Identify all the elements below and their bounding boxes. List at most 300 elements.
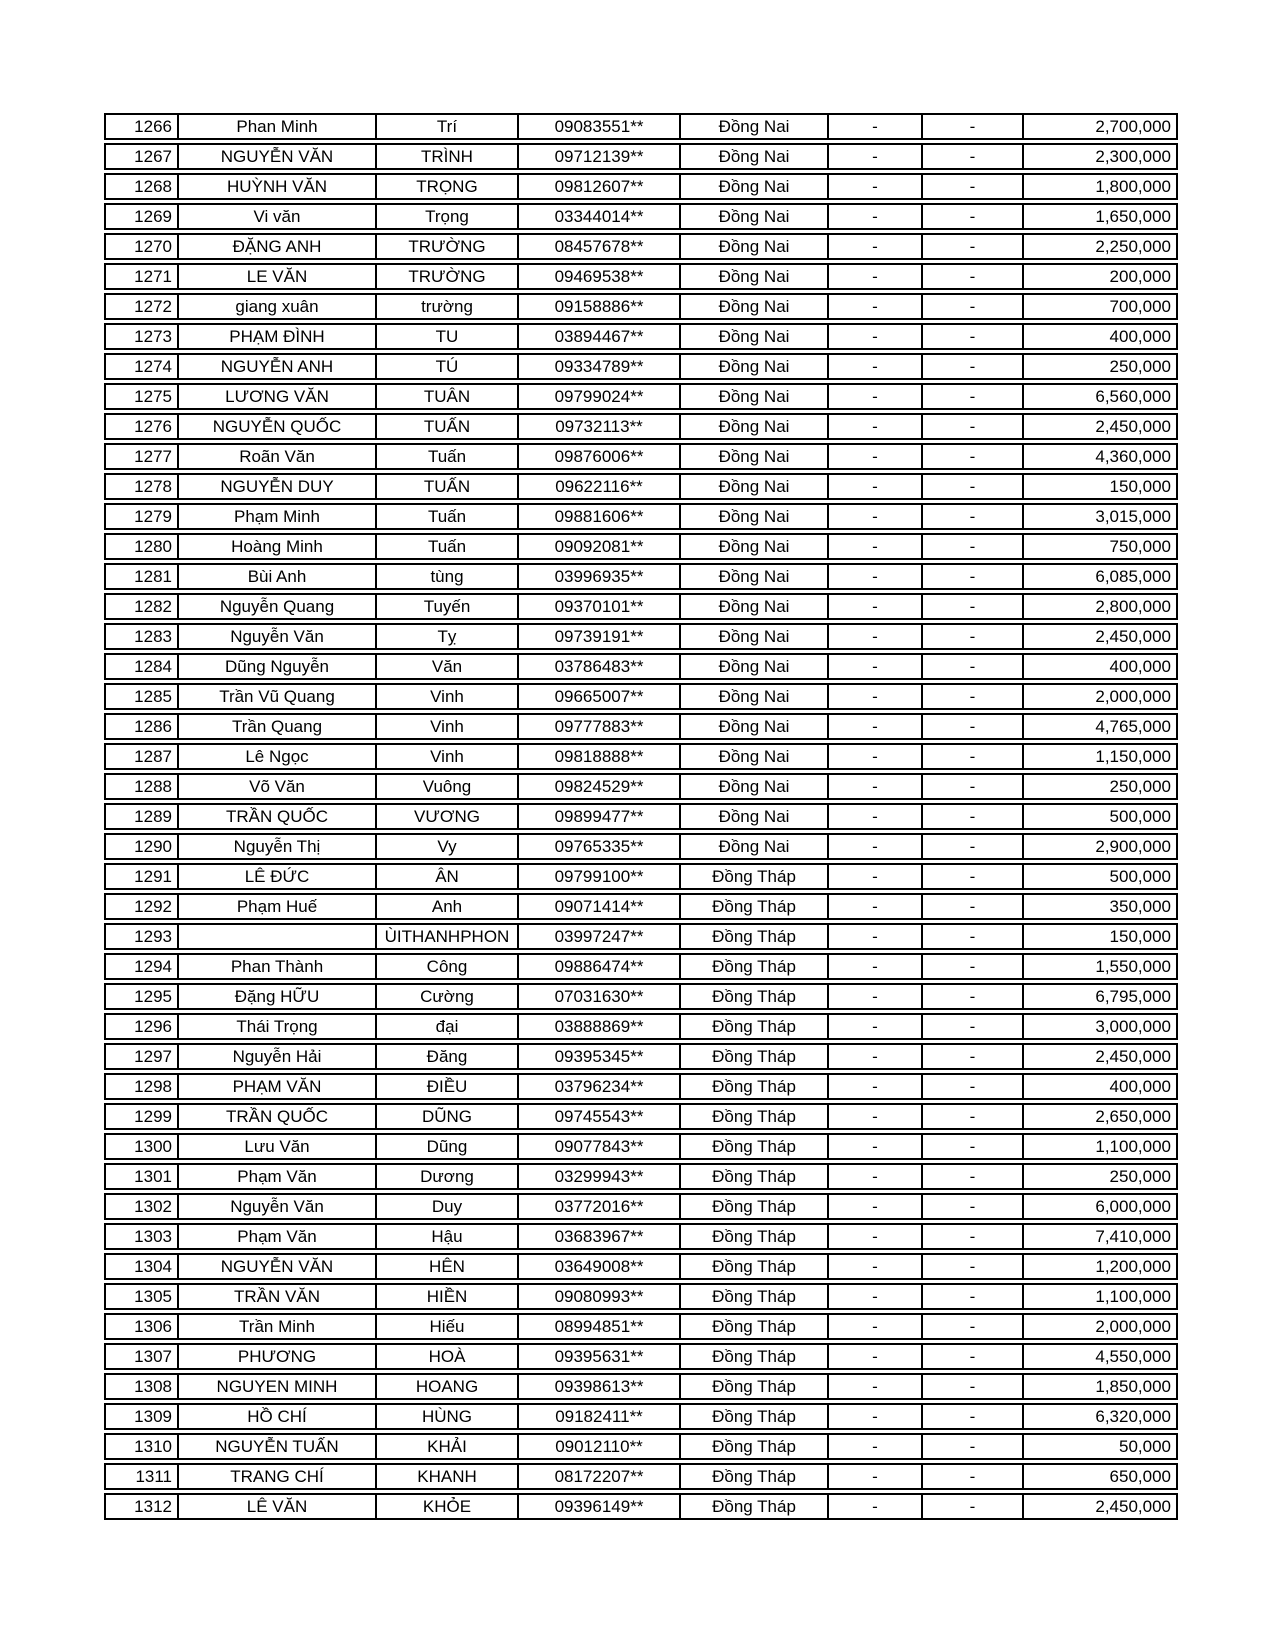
cell-last-name: TRỌNG	[377, 173, 519, 200]
table-row	[104, 533, 1178, 560]
cell-blank-1: -	[829, 1283, 923, 1310]
cell-blank-2: -	[923, 863, 1024, 890]
cell-province: Đồng Tháp	[681, 1493, 829, 1520]
cell-row-number: 1281	[104, 563, 179, 590]
cell-row-number: 1300	[104, 1133, 179, 1160]
cell-amount: 1,200,000	[1024, 1253, 1178, 1280]
cell-row-number: 1283	[104, 623, 179, 650]
cell-phone: 03649008**	[519, 1253, 681, 1280]
table-row	[104, 893, 1178, 920]
cell-row-number: 1292	[104, 893, 179, 920]
cell-province: Đồng Tháp	[681, 1373, 829, 1400]
cell-first-name: Hoàng Minh	[179, 533, 377, 560]
table-row	[104, 383, 1178, 410]
cell-blank-1: -	[829, 173, 923, 200]
cell-phone: 09395631**	[519, 1343, 681, 1370]
cell-blank-2: -	[923, 353, 1024, 380]
cell-row-number: 1304	[104, 1253, 179, 1280]
cell-amount: 6,000,000	[1024, 1193, 1178, 1220]
cell-row-number: 1303	[104, 1223, 179, 1250]
cell-row-number: 1269	[104, 203, 179, 230]
cell-blank-2: -	[923, 263, 1024, 290]
cell-blank-2: -	[923, 713, 1024, 740]
cell-row-number: 1309	[104, 1403, 179, 1430]
cell-blank-1: -	[829, 263, 923, 290]
cell-last-name: đại	[377, 1013, 519, 1040]
table-row	[104, 1463, 1178, 1490]
cell-amount: 700,000	[1024, 293, 1178, 320]
cell-amount: 2,250,000	[1024, 233, 1178, 260]
cell-first-name	[179, 923, 377, 950]
cell-amount: 500,000	[1024, 863, 1178, 890]
cell-amount: 150,000	[1024, 473, 1178, 500]
cell-last-name: ÂN	[377, 863, 519, 890]
cell-first-name: NGUYỄN TUẤN	[179, 1433, 377, 1460]
cell-blank-2: -	[923, 503, 1024, 530]
cell-blank-2: -	[923, 533, 1024, 560]
cell-blank-2: -	[923, 1163, 1024, 1190]
table-row	[104, 1193, 1178, 1220]
cell-phone: 09665007**	[519, 683, 681, 710]
cell-first-name: ĐẶNG ANH	[179, 233, 377, 260]
cell-province: Đồng Tháp	[681, 1253, 829, 1280]
cell-first-name: Lưu Văn	[179, 1133, 377, 1160]
cell-row-number: 1284	[104, 653, 179, 680]
cell-province: Đồng Nai	[681, 293, 829, 320]
cell-last-name: Trọng	[377, 203, 519, 230]
cell-phone: 03894467**	[519, 323, 681, 350]
cell-blank-2: -	[923, 953, 1024, 980]
cell-row-number: 1275	[104, 383, 179, 410]
cell-province: Đồng Tháp	[681, 1013, 829, 1040]
cell-phone: 09812607**	[519, 173, 681, 200]
cell-amount: 650,000	[1024, 1463, 1178, 1490]
table-row	[104, 743, 1178, 770]
cell-phone: 09899477**	[519, 803, 681, 830]
cell-first-name: HỒ CHÍ	[179, 1403, 377, 1430]
cell-province: Đồng Tháp	[681, 1163, 829, 1190]
cell-row-number: 1287	[104, 743, 179, 770]
cell-last-name: TUÂN	[377, 383, 519, 410]
cell-amount: 1,800,000	[1024, 173, 1178, 200]
cell-amount: 2,000,000	[1024, 683, 1178, 710]
cell-row-number: 1288	[104, 773, 179, 800]
cell-blank-2: -	[923, 173, 1024, 200]
cell-last-name: TRƯỜNG	[377, 233, 519, 260]
table-row	[104, 563, 1178, 590]
cell-row-number: 1311	[104, 1463, 179, 1490]
cell-row-number: 1307	[104, 1343, 179, 1370]
cell-province: Đồng Nai	[681, 743, 829, 770]
cell-blank-2: -	[923, 623, 1024, 650]
cell-phone: 09622116**	[519, 473, 681, 500]
cell-blank-2: -	[923, 473, 1024, 500]
cell-phone: 09765335**	[519, 833, 681, 860]
cell-phone: 09077843**	[519, 1133, 681, 1160]
cell-first-name: Nguyễn Hải	[179, 1043, 377, 1070]
cell-first-name: LƯƠNG VĂN	[179, 383, 377, 410]
cell-first-name: Nguyễn Quang	[179, 593, 377, 620]
cell-first-name: TRẦN VĂN	[179, 1283, 377, 1310]
cell-blank-2: -	[923, 1493, 1024, 1520]
table-row	[104, 263, 1178, 290]
cell-last-name: TU	[377, 323, 519, 350]
cell-row-number: 1290	[104, 833, 179, 860]
cell-last-name: Hậu	[377, 1223, 519, 1250]
cell-blank-2: -	[923, 1013, 1024, 1040]
cell-first-name: TRANG CHÍ	[179, 1463, 377, 1490]
cell-blank-2: -	[923, 1313, 1024, 1340]
cell-phone: 03299943**	[519, 1163, 681, 1190]
table-row	[104, 113, 1178, 140]
cell-blank-2: -	[923, 323, 1024, 350]
cell-province: Đồng Nai	[681, 503, 829, 530]
cell-first-name: Nguyễn Văn	[179, 623, 377, 650]
cell-amount: 400,000	[1024, 1073, 1178, 1100]
table-row	[104, 713, 1178, 740]
cell-blank-2: -	[923, 1433, 1024, 1460]
cell-blank-2: -	[923, 893, 1024, 920]
cell-blank-2: -	[923, 1283, 1024, 1310]
cell-province: Đồng Nai	[681, 173, 829, 200]
cell-province: Đồng Tháp	[681, 1463, 829, 1490]
cell-first-name: Đặng HỮU	[179, 983, 377, 1010]
cell-phone: 03997247**	[519, 923, 681, 950]
cell-last-name: KHỎE	[377, 1493, 519, 1520]
cell-last-name: Anh	[377, 893, 519, 920]
cell-last-name: Vinh	[377, 683, 519, 710]
cell-province: Đồng Nai	[681, 713, 829, 740]
cell-first-name: Nguyễn Văn	[179, 1193, 377, 1220]
cell-amount: 1,100,000	[1024, 1283, 1178, 1310]
cell-blank-2: -	[923, 1223, 1024, 1250]
cell-first-name: Trần Vũ Quang	[179, 683, 377, 710]
cell-first-name: NGUYỄN QUỐC	[179, 413, 377, 440]
cell-row-number: 1273	[104, 323, 179, 350]
cell-blank-2: -	[923, 833, 1024, 860]
cell-blank-1: -	[829, 953, 923, 980]
cell-first-name: Lê Ngọc	[179, 743, 377, 770]
table-row	[104, 473, 1178, 500]
cell-province: Đồng Nai	[681, 323, 829, 350]
cell-phone: 08457678**	[519, 233, 681, 260]
cell-blank-1: -	[829, 713, 923, 740]
cell-province: Đồng Tháp	[681, 1343, 829, 1370]
cell-phone: 09732113**	[519, 413, 681, 440]
table-row	[104, 443, 1178, 470]
cell-last-name: TRƯỜNG	[377, 263, 519, 290]
cell-row-number: 1279	[104, 503, 179, 530]
table-row	[104, 1373, 1178, 1400]
cell-amount: 2,800,000	[1024, 593, 1178, 620]
cell-row-number: 1306	[104, 1313, 179, 1340]
cell-first-name: Phạm Huế	[179, 893, 377, 920]
cell-blank-2: -	[923, 563, 1024, 590]
cell-province: Đồng Nai	[681, 773, 829, 800]
cell-province: Đồng Nai	[681, 563, 829, 590]
cell-blank-1: -	[829, 413, 923, 440]
cell-last-name: HOÀ	[377, 1343, 519, 1370]
cell-last-name: Vy	[377, 833, 519, 860]
cell-blank-2: -	[923, 743, 1024, 770]
cell-row-number: 1298	[104, 1073, 179, 1100]
cell-amount: 6,320,000	[1024, 1403, 1178, 1430]
cell-first-name: Phạm Văn	[179, 1163, 377, 1190]
cell-phone: 09395345**	[519, 1043, 681, 1070]
cell-row-number: 1274	[104, 353, 179, 380]
table-row	[104, 1103, 1178, 1130]
cell-province: Đồng Nai	[681, 263, 829, 290]
cell-first-name: Phan Minh	[179, 113, 377, 140]
cell-row-number: 1308	[104, 1373, 179, 1400]
cell-last-name: Dương	[377, 1163, 519, 1190]
cell-province: Đồng Tháp	[681, 983, 829, 1010]
cell-amount: 250,000	[1024, 1163, 1178, 1190]
cell-row-number: 1278	[104, 473, 179, 500]
cell-first-name: Bùi Anh	[179, 563, 377, 590]
cell-amount: 7,410,000	[1024, 1223, 1178, 1250]
cell-blank-2: -	[923, 983, 1024, 1010]
table-row	[104, 143, 1178, 170]
cell-amount: 500,000	[1024, 803, 1178, 830]
cell-blank-1: -	[829, 1103, 923, 1130]
cell-province: Đồng Nai	[681, 683, 829, 710]
cell-province: Đồng Nai	[681, 353, 829, 380]
cell-last-name: HOANG	[377, 1373, 519, 1400]
cell-blank-2: -	[923, 413, 1024, 440]
cell-blank-1: -	[829, 1313, 923, 1340]
cell-first-name: NGUYỄN DUY	[179, 473, 377, 500]
cell-blank-1: -	[829, 983, 923, 1010]
cell-amount: 2,000,000	[1024, 1313, 1178, 1340]
cell-blank-2: -	[923, 1373, 1024, 1400]
cell-amount: 750,000	[1024, 533, 1178, 560]
cell-amount: 1,100,000	[1024, 1133, 1178, 1160]
cell-last-name: TUẤN	[377, 473, 519, 500]
cell-blank-2: -	[923, 203, 1024, 230]
table-row	[104, 593, 1178, 620]
cell-amount: 3,015,000	[1024, 503, 1178, 530]
cell-province: Đồng Nai	[681, 803, 829, 830]
cell-first-name: TRẦN QUỐC	[179, 1103, 377, 1130]
cell-amount: 3,000,000	[1024, 1013, 1178, 1040]
cell-province: Đồng Nai	[681, 623, 829, 650]
cell-phone: 09777883**	[519, 713, 681, 740]
cell-phone: 09712139**	[519, 143, 681, 170]
cell-blank-1: -	[829, 653, 923, 680]
cell-blank-2: -	[923, 1403, 1024, 1430]
cell-last-name: Công	[377, 953, 519, 980]
cell-last-name: Hiếu	[377, 1313, 519, 1340]
cell-last-name: trường	[377, 293, 519, 320]
cell-blank-1: -	[829, 1073, 923, 1100]
table-row	[104, 833, 1178, 860]
cell-province: Đồng Nai	[681, 473, 829, 500]
cell-last-name: ĐIỀU	[377, 1073, 519, 1100]
cell-blank-2: -	[923, 773, 1024, 800]
cell-blank-1: -	[829, 1493, 923, 1520]
cell-amount: 6,795,000	[1024, 983, 1178, 1010]
cell-province: Đồng Nai	[681, 593, 829, 620]
table-row	[104, 683, 1178, 710]
cell-phone: 03786483**	[519, 653, 681, 680]
cell-last-name: KHANH	[377, 1463, 519, 1490]
cell-first-name: Phạm Văn	[179, 1223, 377, 1250]
cell-blank-2: -	[923, 1103, 1024, 1130]
cell-first-name: TRẦN QUỐC	[179, 803, 377, 830]
cell-last-name: Tuấn	[377, 443, 519, 470]
cell-first-name: PHƯƠNG	[179, 1343, 377, 1370]
cell-blank-1: -	[829, 1433, 923, 1460]
cell-amount: 4,550,000	[1024, 1343, 1178, 1370]
cell-amount: 1,550,000	[1024, 953, 1178, 980]
table-row	[104, 503, 1178, 530]
cell-phone: 03344014**	[519, 203, 681, 230]
cell-phone: 03683967**	[519, 1223, 681, 1250]
cell-phone: 08172207**	[519, 1463, 681, 1490]
cell-province: Đồng Tháp	[681, 1133, 829, 1160]
cell-amount: 1,650,000	[1024, 203, 1178, 230]
table-row	[104, 1493, 1178, 1520]
cell-first-name: NGUYỄN VĂN	[179, 143, 377, 170]
cell-phone: 09799100**	[519, 863, 681, 890]
cell-blank-1: -	[829, 203, 923, 230]
cell-first-name: HUỲNH VĂN	[179, 173, 377, 200]
cell-amount: 1,150,000	[1024, 743, 1178, 770]
cell-blank-1: -	[829, 863, 923, 890]
cell-blank-2: -	[923, 1343, 1024, 1370]
cell-phone: 03772016**	[519, 1193, 681, 1220]
cell-blank-1: -	[829, 803, 923, 830]
cell-blank-1: -	[829, 593, 923, 620]
cell-last-name: Tuấn	[377, 503, 519, 530]
cell-row-number: 1272	[104, 293, 179, 320]
cell-phone: 09818888**	[519, 743, 681, 770]
cell-blank-2: -	[923, 683, 1024, 710]
cell-blank-1: -	[829, 143, 923, 170]
cell-blank-2: -	[923, 1073, 1024, 1100]
cell-blank-2: -	[923, 233, 1024, 260]
cell-blank-2: -	[923, 113, 1024, 140]
cell-last-name: Văn	[377, 653, 519, 680]
cell-last-name: HIỀN	[377, 1283, 519, 1310]
cell-row-number: 1294	[104, 953, 179, 980]
cell-province: Đồng Tháp	[681, 1283, 829, 1310]
table-row	[104, 293, 1178, 320]
table-row	[104, 233, 1178, 260]
cell-first-name: LE VĂN	[179, 263, 377, 290]
cell-phone: 09158886**	[519, 293, 681, 320]
cell-last-name: Duy	[377, 1193, 519, 1220]
cell-phone: 09799024**	[519, 383, 681, 410]
table-row	[104, 173, 1178, 200]
cell-amount: 6,085,000	[1024, 563, 1178, 590]
cell-phone: 09469538**	[519, 263, 681, 290]
cell-first-name: giang xuân	[179, 293, 377, 320]
cell-row-number: 1285	[104, 683, 179, 710]
cell-last-name: Tuyến	[377, 593, 519, 620]
cell-row-number: 1305	[104, 1283, 179, 1310]
cell-amount: 2,450,000	[1024, 1493, 1178, 1520]
cell-first-name: PHẠM VĂN	[179, 1073, 377, 1100]
cell-first-name: Trần Quang	[179, 713, 377, 740]
cell-row-number: 1289	[104, 803, 179, 830]
cell-first-name: NGUYỄN VĂN	[179, 1253, 377, 1280]
cell-province: Đồng Nai	[681, 413, 829, 440]
cell-blank-2: -	[923, 1463, 1024, 1490]
cell-first-name: Trần Minh	[179, 1313, 377, 1340]
table-row	[104, 1133, 1178, 1160]
cell-blank-1: -	[829, 623, 923, 650]
cell-first-name: NGUYỄN ANH	[179, 353, 377, 380]
cell-row-number: 1277	[104, 443, 179, 470]
table-row	[104, 1313, 1178, 1340]
cell-phone: 07031630**	[519, 983, 681, 1010]
table-row	[104, 923, 1178, 950]
table-row	[104, 773, 1178, 800]
cell-blank-1: -	[829, 443, 923, 470]
cell-blank-2: -	[923, 923, 1024, 950]
cell-amount: 150,000	[1024, 923, 1178, 950]
cell-blank-1: -	[829, 1013, 923, 1040]
cell-blank-1: -	[829, 833, 923, 860]
cell-province: Đồng Tháp	[681, 1193, 829, 1220]
cell-blank-2: -	[923, 1043, 1024, 1070]
cell-phone: 09080993**	[519, 1283, 681, 1310]
table-row	[104, 1253, 1178, 1280]
cell-last-name: Dũng	[377, 1133, 519, 1160]
cell-row-number: 1310	[104, 1433, 179, 1460]
cell-province: Đồng Nai	[681, 233, 829, 260]
cell-phone: 09396149**	[519, 1493, 681, 1520]
cell-amount: 6,560,000	[1024, 383, 1178, 410]
cell-province: Đồng Tháp	[681, 863, 829, 890]
cell-province: Đồng Tháp	[681, 1403, 829, 1430]
cell-last-name: tùng	[377, 563, 519, 590]
recipients-table	[104, 110, 1178, 1523]
cell-phone: 03996935**	[519, 563, 681, 590]
table-row	[104, 1403, 1178, 1430]
cell-blank-2: -	[923, 443, 1024, 470]
table-row	[104, 413, 1178, 440]
table-row	[104, 1013, 1178, 1040]
cell-phone: 09745543**	[519, 1103, 681, 1130]
cell-first-name: Võ Văn	[179, 773, 377, 800]
cell-phone: 09876006**	[519, 443, 681, 470]
cell-blank-1: -	[829, 1133, 923, 1160]
cell-first-name: Phạm Minh	[179, 503, 377, 530]
cell-row-number: 1301	[104, 1163, 179, 1190]
cell-blank-1: -	[829, 1463, 923, 1490]
cell-amount: 2,450,000	[1024, 623, 1178, 650]
table-row	[104, 1043, 1178, 1070]
cell-amount: 400,000	[1024, 323, 1178, 350]
cell-province: Đồng Tháp	[681, 1073, 829, 1100]
cell-phone: 09083551**	[519, 113, 681, 140]
cell-row-number: 1267	[104, 143, 179, 170]
table-row	[104, 323, 1178, 350]
cell-province: Đồng Nai	[681, 113, 829, 140]
cell-blank-1: -	[829, 533, 923, 560]
cell-province: Đồng Nai	[681, 833, 829, 860]
cell-province: Đồng Nai	[681, 143, 829, 170]
table-row	[104, 953, 1178, 980]
cell-last-name: TUẤN	[377, 413, 519, 440]
table-row	[104, 1433, 1178, 1460]
cell-amount: 250,000	[1024, 773, 1178, 800]
cell-row-number: 1268	[104, 173, 179, 200]
table-row	[104, 863, 1178, 890]
